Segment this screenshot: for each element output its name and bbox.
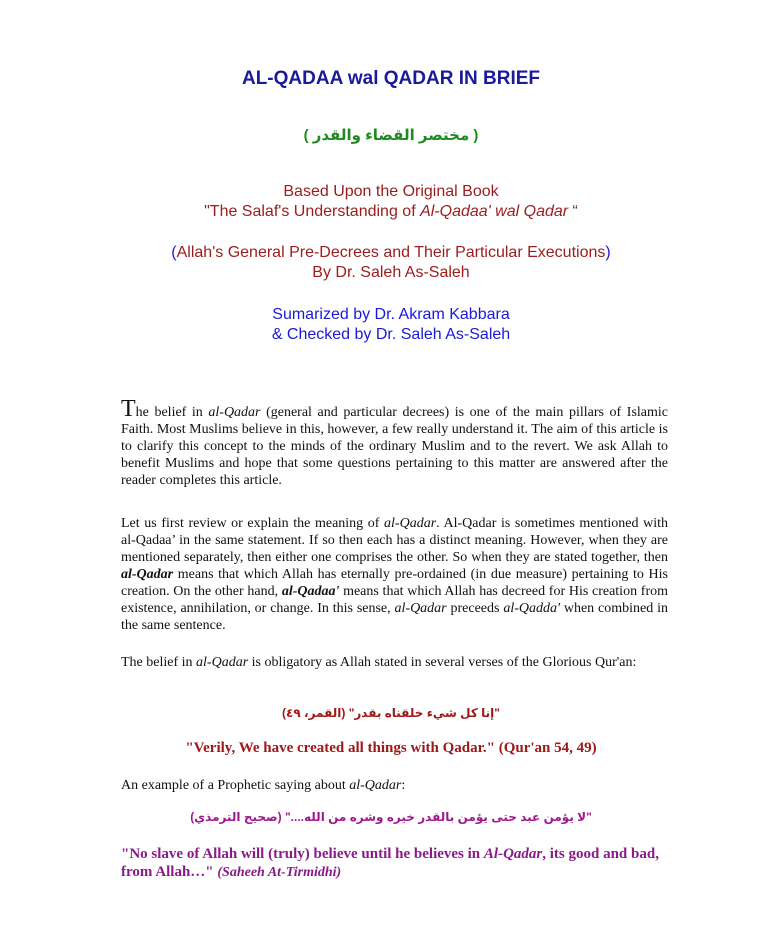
based-upon-block (0, 182, 782, 222)
author-line: By Dr. Saleh As-Saleh (312, 264, 470, 281)
arabic-verse: "إنا كل شيء خلقناه بقدر" (القمر، ٤٩) (282, 706, 500, 720)
original-book-title (0, 202, 782, 222)
text-run: The belief in (121, 655, 197, 670)
subtitle-block (0, 243, 782, 283)
text-run: An example of a Prophetic saying about (121, 778, 350, 793)
text-run: "No slave of Allah will (truly) believe until he believes in (121, 846, 484, 862)
paragraph-intro (121, 396, 668, 489)
italic-term: al-Qadda' (503, 601, 560, 616)
verse-translation: "Verily, We have created all things with Qadar." (Qur'an 54, 49) (185, 740, 597, 756)
italic-term: Al-Qadar (483, 846, 543, 862)
italic-term: al-Qadar (384, 516, 437, 531)
text-run: when combined in the same sentence. (121, 601, 669, 633)
based-upon-line: Based Upon the Original Book (283, 183, 499, 200)
summarized-by: Sumarized by Dr. Akram Kabbara (272, 306, 510, 323)
hadith-source: (Saheeh At-Tirmidhi) (217, 865, 342, 880)
book-title-italic: Al-Qadaa' wal Qadar (420, 203, 569, 220)
checked-by: & Checked by Dr. Saleh As-Saleh (271, 326, 511, 343)
bold-italic-term: al-Qadaa' (281, 584, 340, 599)
text-run: means that which Allah has decreed for His creation from existence, annihilation, or change. In this sense, (121, 584, 668, 616)
italic-term: al-Qadar (196, 655, 249, 670)
text-run: he belief in (135, 405, 209, 420)
arabic-title: ( مختصر القضاء والقدر ) (303, 127, 479, 144)
bold-italic-term: al-Qadar (121, 567, 174, 582)
paragraph-obligatory (121, 654, 668, 671)
credits-block (0, 305, 782, 345)
text-run: : (401, 778, 406, 793)
text-run: Let us first review or explain the meaning of (121, 516, 385, 531)
text-run: means that which Allah has eternally pre-ordained (in due measure) pertaining to His creation. On the other hand, (121, 567, 668, 599)
hadith-translation (121, 845, 681, 882)
italic-term: al-Qadar (208, 405, 261, 420)
paragraph-prophetic-example (121, 777, 668, 794)
italic-term: al-Qadar (349, 778, 402, 793)
book-title-suffix: “ (568, 203, 578, 220)
open-paren: ( (171, 244, 177, 261)
text-run: (general and particular decrees) is one of the main pillars of Islamic Faith. Most Muslims believe in this, however, a few really understand it. The aim of this article is to clarify this concept to the minds of the ordinary Muslim and to the revert. We ask Allah to benefit Muslims and hope that some questions pertaining to this matter are answered after the reader completes this article. (121, 405, 668, 488)
italic-term: al-Qadar (394, 601, 447, 616)
general-predecrees-line (0, 243, 782, 263)
close-paren: ) (605, 244, 611, 261)
document-title: AL-QADAA wal QADAR IN BRIEF (241, 68, 541, 89)
arabic-hadith: "لا يؤمن عبد حتى يؤمن بالقدر خيره وشره من الله...." (صحيح الترمذي) (190, 810, 592, 824)
general-predecrees-text: Allah's General Pre-Decrees and Their Particular Executions (176, 244, 606, 261)
drop-cap: T (121, 396, 136, 422)
text-run: . Al-Qadar is sometimes mentioned with al-Qadaa’ in the same statement. If so then each has a distinct meaning. However, when they are mentioned separately, then either one comprises the other. So when they are stated together, then (121, 516, 668, 565)
text-run: , its good and bad, from Allah…" (121, 846, 659, 880)
text-run: is obligatory as Allah stated in several verses of the Glorious Qur'an: (248, 655, 637, 670)
text-run: preceeds (446, 601, 504, 616)
book-title-prefix: "The Salaf's Understanding of (204, 203, 421, 220)
paragraph-meaning (121, 515, 668, 634)
